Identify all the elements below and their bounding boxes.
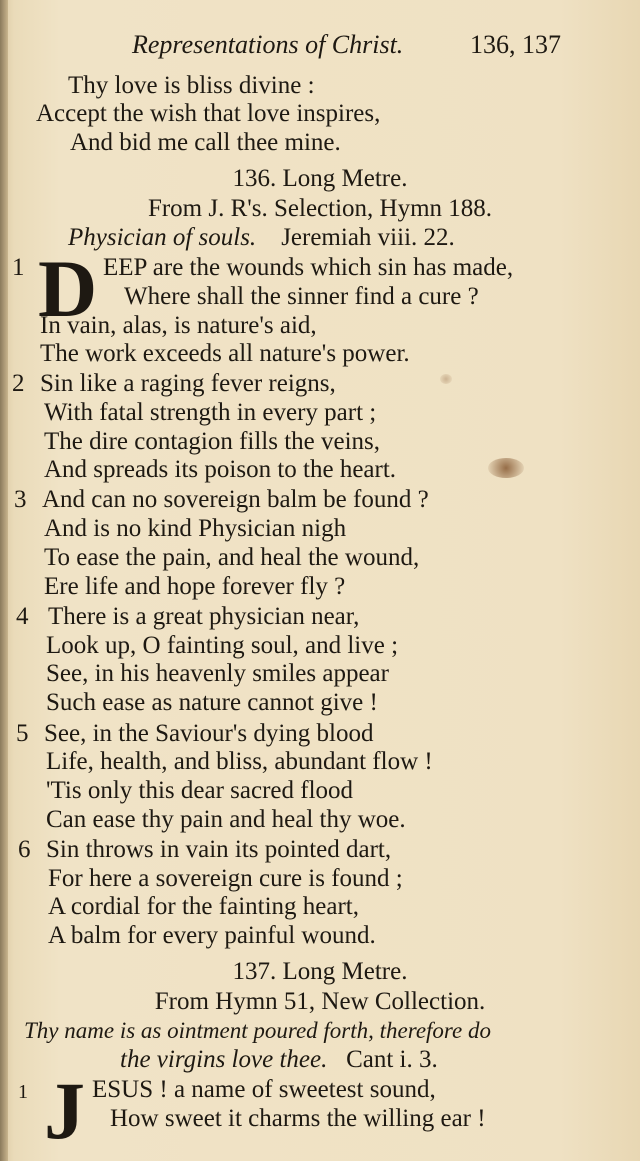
verse-line: For here a sovereign cure is found ; <box>48 865 403 892</box>
verse-line: And can no sovereign balm be found ? <box>42 486 429 513</box>
verse-line-first: ESUS ! a name of sweetest sound, <box>92 1076 436 1103</box>
verse-line: There is a great physician near, <box>48 603 360 630</box>
verse-line: How sweet it charms the willing ear ! <box>110 1105 486 1132</box>
hymn-heading: 136. Long Metre. <box>232 165 408 192</box>
verse-number: 2 <box>12 370 25 397</box>
verse-line: Such ease as nature cannot give ! <box>46 689 378 716</box>
hymn-subject-line <box>68 224 455 252</box>
verse-number: 1 <box>18 1081 28 1103</box>
drop-cap: J <box>44 1065 85 1156</box>
verse-line: And is no kind Physician nigh <box>44 515 347 542</box>
verse-line: 'Tis only this dear sacred flood <box>46 777 354 804</box>
page-header <box>0 30 640 64</box>
verse-line: Can ease thy pain and heal thy woe. <box>46 806 406 833</box>
closing-line: And bid me call thee mine. <box>70 129 341 156</box>
verse-line: See, in his heavenly smiles appear <box>46 660 389 687</box>
closing-line: Thy love is bliss divine : <box>68 72 315 99</box>
verse-line: Look up, O fainting soul, and live ; <box>46 632 399 659</box>
page-numbers: 136, 137 <box>470 30 561 59</box>
verse-line: A cordial for the fainting heart, <box>48 893 359 920</box>
verse-line: In vain, alas, is nature's aid, <box>40 312 317 339</box>
verse-number: 1 <box>12 254 25 281</box>
hymn-source: From Hymn 51, New Collection. <box>154 988 486 1015</box>
verse-number: 3 <box>14 486 27 513</box>
verse-line: A balm for every painful wound. <box>48 922 376 949</box>
verse-line: Ere life and hope forever fly ? <box>44 573 346 600</box>
verse-line-first: EEP are the wounds which sin has made, <box>103 254 514 281</box>
scripture-reference: Cant i. 3. <box>346 1046 438 1073</box>
closing-line: Accept the wish that love inspires, <box>36 100 381 127</box>
hymn-subject: Physician of souls. <box>68 224 257 251</box>
drop-cap: D <box>38 243 98 334</box>
verse-line: With fatal strength in every part ; <box>44 399 377 426</box>
hymn-heading: 137. Long Metre. <box>232 958 408 985</box>
scripture-reference: Jeremiah viii. 22. <box>281 224 455 251</box>
ink-stain <box>488 458 524 478</box>
verse-line: Life, health, and bliss, abundant flow ! <box>46 748 433 775</box>
hymn-source: From J. R's. Selection, Hymn 188. <box>147 195 493 222</box>
verse-line: To ease the pain, and heal the wound, <box>44 544 420 571</box>
verse-number: 5 <box>16 720 29 747</box>
hymn-subject-line <box>120 1046 438 1074</box>
ink-stain <box>440 374 452 384</box>
running-title: Representations of Christ. <box>132 30 404 59</box>
verse-line: And spreads its poison to the heart. <box>44 456 397 483</box>
verse-line: Sin like a raging fever reigns, <box>40 370 336 397</box>
verse-number: 4 <box>16 603 29 630</box>
hymn-subject-continued: the virgins love thee. <box>120 1046 328 1073</box>
verse-line: Where shall the sinner find a cure ? <box>124 283 479 310</box>
verse-line: The work exceeds all nature's power. <box>40 340 410 367</box>
hymn-subject: Thy name is as ointment poured forth, therefore do <box>24 1018 491 1043</box>
verse-line: Sin throws in vain its pointed dart, <box>46 836 392 863</box>
verse-line: The dire contagion fills the veins, <box>44 428 381 455</box>
verse-number: 6 <box>18 836 31 863</box>
verse-line: See, in the Saviour's dying blood <box>44 720 374 747</box>
